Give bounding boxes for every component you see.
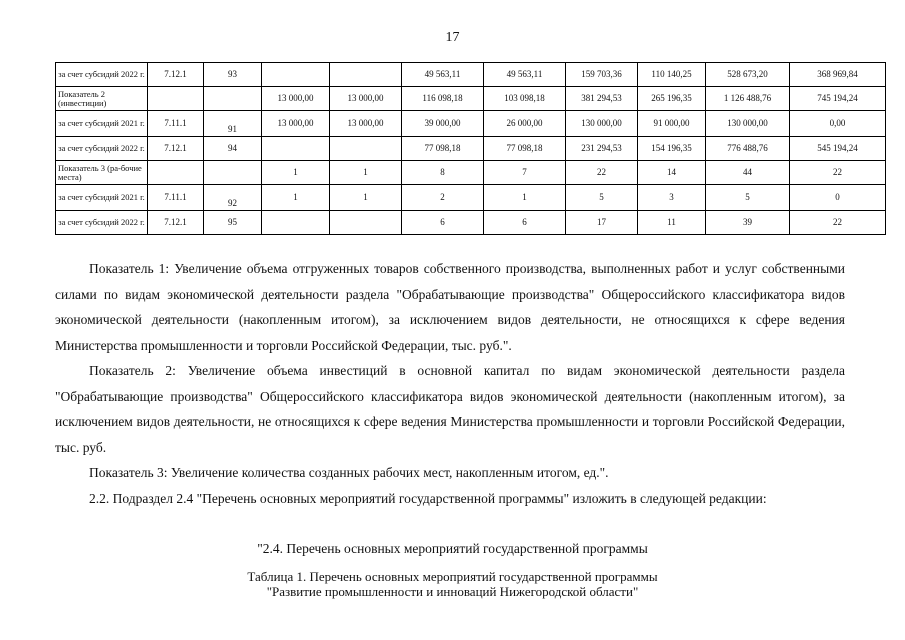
table-cell: 7.11.1	[148, 111, 204, 137]
table-cell: 776 488,76	[706, 137, 790, 161]
row-label-cell: за счет субсидий 2021 г.	[56, 185, 148, 211]
table-cell	[262, 137, 330, 161]
paragraph-subsection-2-2: 2.2. Подраздел 2.4 "Перечень основных мероприятий государственной программы" изложить в следующей редакции:	[89, 490, 767, 506]
body-text	[55, 256, 845, 511]
page-number: 17	[445, 30, 460, 45]
table-cell	[204, 161, 262, 185]
table-cell: 7.12.1	[148, 211, 204, 235]
table-cell: 265 196,35	[638, 87, 706, 111]
row-label-cell: за счет субсидий 2022 г.	[56, 63, 148, 87]
table-cell	[330, 211, 402, 235]
table-cell: 94	[204, 137, 262, 161]
table-cell: 368 969,84	[790, 63, 886, 87]
table-cell: 1	[330, 161, 402, 185]
indicators-table	[55, 62, 886, 235]
paragraph-indicator-1: Показатель 1: Увеличение объема отгруженных товаров собственного производства, выполненных работ и услуг собственными силами по видам экономической деятельности раздела "Обрабатывающие производства" Общероссийского классификатора видов экономической деятельности (накопленным итогом), за исключением видов деятельности, не относящихся к сфере ведения Министерства промышленности и торговли Российской Федерации, тыс. руб.".	[55, 261, 845, 353]
row-label-cell: Показатель 2 (инвестиции)	[56, 87, 148, 111]
table-cell: 77 098,18	[484, 137, 566, 161]
table-cell: 3	[638, 185, 706, 211]
table-cell: 13 000,00	[330, 87, 402, 111]
table-cell: 77 098,18	[402, 137, 484, 161]
table-cell: 6	[402, 211, 484, 235]
table-cell	[330, 63, 402, 87]
table-cell: 745 194,24	[790, 87, 886, 111]
table-cell: 0	[790, 185, 886, 211]
table-cell: 13 000,00	[262, 87, 330, 111]
table-cell	[204, 87, 262, 111]
table-row	[56, 185, 886, 211]
table-cell: 91	[204, 111, 262, 137]
table-cell: 39	[706, 211, 790, 235]
table-cell: 49 563,11	[402, 63, 484, 87]
table-cell: 22	[790, 211, 886, 235]
table-cell: 7.12.1	[148, 63, 204, 87]
table-row	[56, 211, 886, 235]
table-cell: 95	[204, 211, 262, 235]
table-cell: 17	[566, 211, 638, 235]
table-cell: 91 000,00	[638, 111, 706, 137]
table-cell: 6	[484, 211, 566, 235]
table-cell: 381 294,53	[566, 87, 638, 111]
table-row	[56, 161, 886, 185]
table-row	[56, 87, 886, 111]
table-row	[56, 137, 886, 161]
table-cell: 26 000,00	[484, 111, 566, 137]
table-cell: 0,00	[790, 111, 886, 137]
table-cell: 22	[566, 161, 638, 185]
table-cell: 130 000,00	[706, 111, 790, 137]
row-label-cell: за счет субсидий 2022 г.	[56, 211, 148, 235]
table-cell: 1	[262, 161, 330, 185]
table-cell: 92	[204, 185, 262, 211]
table-caption-line-1: Таблица 1. Перечень основных мероприятий государственной программы	[247, 569, 658, 584]
table-cell: 7	[484, 161, 566, 185]
row-label-cell: за счет субсидий 2021 г.	[56, 111, 148, 137]
table-cell: 1 126 488,76	[706, 87, 790, 111]
table-caption	[0, 569, 905, 599]
table-cell: 49 563,11	[484, 63, 566, 87]
table-cell	[148, 87, 204, 111]
table-row	[56, 63, 886, 87]
table-cell: 44	[706, 161, 790, 185]
table-cell	[148, 161, 204, 185]
table-cell: 7.12.1	[148, 137, 204, 161]
table-cell: 1	[262, 185, 330, 211]
table-cell: 103 098,18	[484, 87, 566, 111]
table-cell: 39 000,00	[402, 111, 484, 137]
table-cell: 8	[402, 161, 484, 185]
table-cell: 5	[566, 185, 638, 211]
table-cell: 231 294,53	[566, 137, 638, 161]
table-cell: 1	[484, 185, 566, 211]
table-cell	[262, 63, 330, 87]
table-cell: 93	[204, 63, 262, 87]
row-label-cell: за счет субсидий 2022 г.	[56, 137, 148, 161]
table-cell	[330, 137, 402, 161]
table-cell: 22	[790, 161, 886, 185]
table-cell: 1	[330, 185, 402, 211]
section-heading: "2.4. Перечень основных мероприятий государственной программы	[257, 541, 648, 556]
table-cell	[262, 211, 330, 235]
table-cell: 13 000,00	[262, 111, 330, 137]
table-cell: 7.11.1	[148, 185, 204, 211]
table-cell: 11	[638, 211, 706, 235]
table-cell: 116 098,18	[402, 87, 484, 111]
table-cell: 5	[706, 185, 790, 211]
table-cell: 2	[402, 185, 484, 211]
row-label-cell: Показатель 3 (ра-бочие места)	[56, 161, 148, 185]
table-row	[56, 111, 886, 137]
table-cell: 14	[638, 161, 706, 185]
table-cell: 13 000,00	[330, 111, 402, 137]
table-cell: 110 140,25	[638, 63, 706, 87]
table-caption-line-2: "Развитие промышленности и инноваций Нижегородской области"	[266, 584, 639, 599]
table-cell: 545 194,24	[790, 137, 886, 161]
table-cell: 154 196,35	[638, 137, 706, 161]
paragraph-indicator-2: Показатель 2: Увеличение объема инвестиций в основной капитал по видам экономической деятельности раздела "Обрабатывающие производства" Общероссийского классификатора видов экономической деятельности (накопленным итогом), за исключением видов деятельности, не относящихся к сфере ведения Министерства промышленности и торговли Российской Федерации, тыс. руб.	[55, 363, 845, 455]
table-cell: 130 000,00	[566, 111, 638, 137]
paragraph-indicator-3: Показатель 3: Увеличение количества созданных рабочих мест, накопленным итогом, ед.".	[89, 465, 609, 480]
table-cell: 528 673,20	[706, 63, 790, 87]
table-cell: 159 703,36	[566, 63, 638, 87]
